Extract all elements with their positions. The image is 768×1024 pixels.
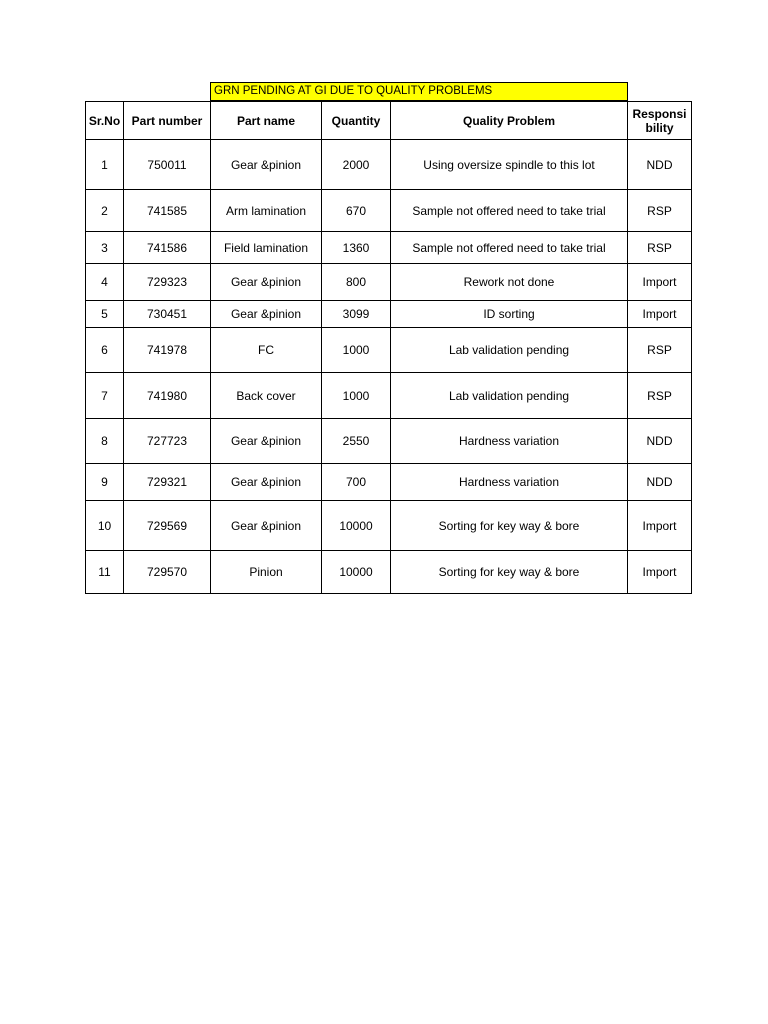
table-row	[86, 373, 692, 419]
header-quantity: Quantity	[322, 102, 391, 140]
table-row	[86, 464, 692, 501]
cell-quantity: 800	[322, 264, 391, 301]
cell-quantity: 1000	[322, 373, 391, 419]
cell-quantity: 700	[322, 464, 391, 501]
cell-part-name: Back cover	[211, 373, 322, 419]
cell-quantity: 2000	[322, 140, 391, 190]
cell-quality-problem: Hardness variation	[391, 419, 628, 464]
cell-quantity: 2550	[322, 419, 391, 464]
cell-part-name: Gear &pinion	[211, 301, 322, 328]
header-quality-problem: Quality Problem	[391, 102, 628, 140]
cell-responsibility: NDD	[628, 419, 692, 464]
header-part-number: Part number	[124, 102, 211, 140]
cell-responsibility: Import	[628, 301, 692, 328]
cell-part-number: 729570	[124, 551, 211, 594]
cell-part-name: Gear &pinion	[211, 464, 322, 501]
cell-quality-problem: Sample not offered need to take trial	[391, 232, 628, 264]
cell-quantity: 1360	[322, 232, 391, 264]
cell-quality-problem: Using oversize spindle to this lot	[391, 140, 628, 190]
cell-sr-no: 9	[86, 464, 124, 501]
cell-sr-no: 3	[86, 232, 124, 264]
cell-quality-problem: Hardness variation	[391, 464, 628, 501]
table-row	[86, 419, 692, 464]
cell-part-number: 729569	[124, 501, 211, 551]
cell-sr-no: 7	[86, 373, 124, 419]
cell-sr-no: 1	[86, 140, 124, 190]
cell-part-number: 730451	[124, 301, 211, 328]
cell-sr-no: 6	[86, 328, 124, 373]
header-sr-no: Sr.No	[86, 102, 124, 140]
cell-sr-no: 11	[86, 551, 124, 594]
table-header-row	[86, 102, 692, 140]
cell-quantity: 3099	[322, 301, 391, 328]
cell-part-number: 741978	[124, 328, 211, 373]
cell-part-name: Pinion	[211, 551, 322, 594]
cell-part-number: 741586	[124, 232, 211, 264]
table-row	[86, 328, 692, 373]
table-row	[86, 190, 692, 232]
cell-quality-problem: Sorting for key way & bore	[391, 501, 628, 551]
cell-part-name: Field lamination	[211, 232, 322, 264]
table-row	[86, 551, 692, 594]
cell-quality-problem: ID sorting	[391, 301, 628, 328]
cell-part-number: 729323	[124, 264, 211, 301]
table-row	[86, 301, 692, 328]
cell-sr-no: 10	[86, 501, 124, 551]
cell-sr-no: 8	[86, 419, 124, 464]
cell-part-name: Gear &pinion	[211, 140, 322, 190]
cell-sr-no: 5	[86, 301, 124, 328]
cell-part-number: 750011	[124, 140, 211, 190]
cell-responsibility: NDD	[628, 464, 692, 501]
cell-part-name: Gear &pinion	[211, 264, 322, 301]
cell-responsibility: RSP	[628, 373, 692, 419]
table-row	[86, 140, 692, 190]
cell-quality-problem: Sorting for key way & bore	[391, 551, 628, 594]
cell-quality-problem: Rework not done	[391, 264, 628, 301]
cell-part-number: 741585	[124, 190, 211, 232]
cell-sr-no: 4	[86, 264, 124, 301]
cell-part-number: 729321	[124, 464, 211, 501]
cell-quality-problem: Lab validation pending	[391, 328, 628, 373]
table-row	[86, 264, 692, 301]
cell-responsibility: RSP	[628, 232, 692, 264]
cell-responsibility: RSP	[628, 190, 692, 232]
cell-responsibility: RSP	[628, 328, 692, 373]
table-title: GRN PENDING AT GI DUE TO QUALITY PROBLEMS	[210, 82, 628, 101]
cell-quantity: 1000	[322, 328, 391, 373]
table-row	[86, 501, 692, 551]
cell-part-name: Arm lamination	[211, 190, 322, 232]
cell-part-number: 727723	[124, 419, 211, 464]
cell-part-name: Gear &pinion	[211, 419, 322, 464]
header-part-name: Part name	[211, 102, 322, 140]
cell-part-number: 741980	[124, 373, 211, 419]
cell-quantity: 10000	[322, 551, 391, 594]
cell-quality-problem: Lab validation pending	[391, 373, 628, 419]
cell-responsibility: Import	[628, 264, 692, 301]
cell-part-name: Gear &pinion	[211, 501, 322, 551]
cell-responsibility: Import	[628, 501, 692, 551]
cell-responsibility: Import	[628, 551, 692, 594]
cell-quantity: 670	[322, 190, 391, 232]
header-responsibility: Responsi bility	[628, 102, 692, 140]
cell-quality-problem: Sample not offered need to take trial	[391, 190, 628, 232]
cell-responsibility: NDD	[628, 140, 692, 190]
cell-sr-no: 2	[86, 190, 124, 232]
grn-table	[85, 101, 692, 594]
cell-quantity: 10000	[322, 501, 391, 551]
table-row	[86, 232, 692, 264]
cell-part-name: FC	[211, 328, 322, 373]
